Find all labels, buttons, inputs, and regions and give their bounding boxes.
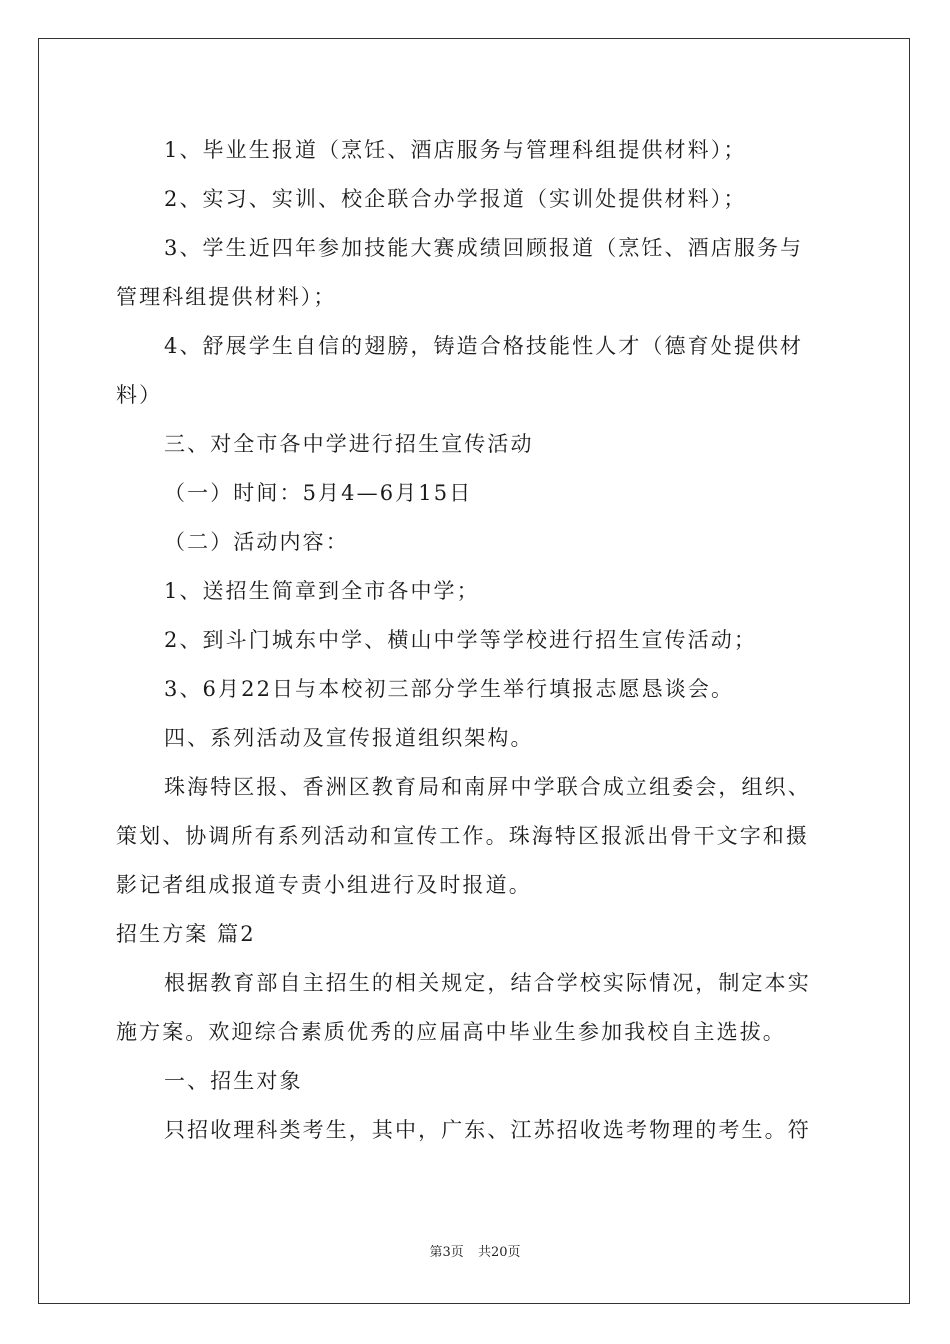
text-line: （二）活动内容： bbox=[164, 530, 349, 554]
text-line: 三、对全市各中学进行招生宣传活动 bbox=[164, 432, 534, 456]
text-line: 招生方案 篇2 bbox=[116, 922, 256, 946]
text-line: 1、送招生简章到全市各中学； bbox=[164, 579, 480, 603]
text-line: 策划、协调所有系列活动和宣传工作。珠海特区报派出骨干文字和摄 bbox=[116, 824, 809, 848]
text-line: 2、实习、实训、校企联合办学报道（实训处提供材料）； bbox=[164, 187, 747, 211]
text-line: 管理科组提供材料）； bbox=[116, 285, 337, 309]
text-line: 料） bbox=[116, 383, 163, 407]
text-line: 根据教育部自主招生的相关规定，结合学校实际情况，制定本实 bbox=[164, 971, 811, 995]
document-body bbox=[116, 126, 836, 1155]
page-footer bbox=[0, 1241, 950, 1260]
text-line: 影记者组成报道专责小组进行及时报道。 bbox=[116, 873, 532, 897]
page-total: 共20页 bbox=[477, 1245, 521, 1260]
text-line: 珠海特区报、香洲区教育局和南屏中学联合成立组委会，组织、 bbox=[164, 775, 811, 799]
text-line: （一）时间：5月4—6月15日 bbox=[164, 481, 473, 505]
text-line: 四、系列活动及宣传报道组织架构。 bbox=[164, 726, 534, 750]
text-line: 4、舒展学生自信的翅膀，铸造合格技能性人才（德育处提供材 bbox=[164, 334, 804, 358]
text-line: 1、毕业生报道（烹饪、酒店服务与管理科组提供材料）； bbox=[164, 138, 747, 162]
text-line: 3、6月22日与本校初三部分学生举行填报志愿恳谈会。 bbox=[164, 677, 735, 701]
text-line: 只招收理科类考生，其中，广东、江苏招收选考物理的考生。符 bbox=[164, 1118, 811, 1142]
text-line: 施方案。欢迎综合素质优秀的应届高中毕业生参加我校自主选拔。 bbox=[116, 1020, 786, 1044]
text-line: 2、到斗门城东中学、横山中学等学校进行招生宣传活动； bbox=[164, 628, 757, 652]
page-number: 第3页 bbox=[429, 1245, 464, 1260]
text-line: 3、学生近四年参加技能大赛成绩回顾报道（烹饪、酒店服务与 bbox=[164, 236, 804, 260]
text-line: 一、招生对象 bbox=[164, 1069, 303, 1093]
